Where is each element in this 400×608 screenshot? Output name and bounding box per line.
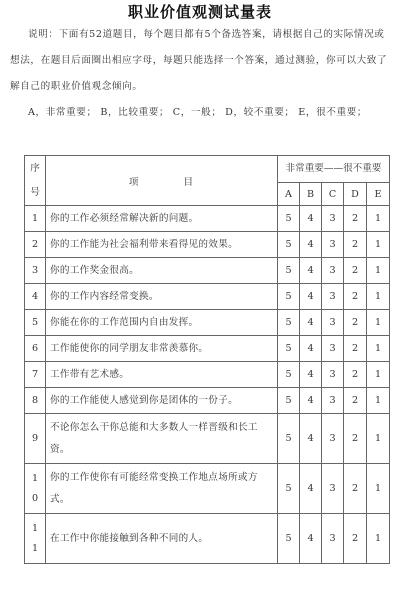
score-option-e[interactable]: 1: [367, 258, 390, 284]
question-number-text: 5: [31, 317, 39, 328]
score-option-c[interactable]: 3: [322, 310, 344, 336]
question-number-text: 6: [31, 343, 39, 354]
table-row: [25, 284, 390, 310]
score-option-e[interactable]: 1: [367, 388, 390, 414]
question-number: [25, 362, 46, 388]
column-letter: B: [300, 183, 322, 206]
question-number-text: 10: [31, 472, 39, 504]
score-option-b[interactable]: 4: [300, 310, 322, 336]
header-number-line-1: 序: [30, 162, 40, 174]
score-option-c[interactable]: 3: [322, 284, 344, 310]
score-option-a[interactable]: 5: [278, 206, 300, 232]
score-option-e[interactable]: 1: [367, 414, 390, 464]
table-row: [25, 232, 390, 258]
question-text: 工作带有艺术感。: [46, 362, 278, 388]
column-letter: C: [322, 183, 344, 206]
score-option-d[interactable]: 2: [344, 206, 367, 232]
question-number: [25, 414, 46, 464]
score-option-a[interactable]: 5: [278, 258, 300, 284]
score-option-a[interactable]: 5: [278, 414, 300, 464]
score-option-b[interactable]: 4: [300, 388, 322, 414]
header-item-part-1: 项: [128, 176, 140, 188]
question-number: [25, 514, 46, 564]
score-option-d[interactable]: 2: [344, 336, 367, 362]
question-number-text: 8: [31, 395, 39, 406]
score-option-a[interactable]: 5: [278, 514, 300, 564]
score-option-c[interactable]: 3: [322, 336, 344, 362]
question-text: 你的工作必须经常解决新的问题。: [46, 206, 278, 232]
question-number-text: 11: [31, 522, 39, 554]
column-letter: A: [278, 183, 300, 206]
score-option-c[interactable]: 3: [322, 388, 344, 414]
question-text: 你的工作能使人感觉到你是团体的一份子。: [46, 388, 278, 414]
score-option-b[interactable]: 4: [300, 206, 322, 232]
question-number: [25, 464, 46, 514]
score-option-e[interactable]: 1: [367, 514, 390, 564]
score-option-a[interactable]: 5: [278, 232, 300, 258]
score-option-d[interactable]: 2: [344, 464, 367, 514]
question-number: [25, 310, 46, 336]
header-item: [46, 156, 278, 206]
score-option-b[interactable]: 4: [300, 232, 322, 258]
score-option-d[interactable]: 2: [344, 232, 367, 258]
question-text: 你的工作内容经常变换。: [46, 284, 278, 310]
column-letter: E: [367, 183, 390, 206]
question-number-text: 4: [31, 291, 39, 302]
score-option-e[interactable]: 1: [367, 206, 390, 232]
question-number-text: 3: [31, 265, 39, 276]
table-row: [25, 258, 390, 284]
table-row: [25, 464, 390, 514]
question-number: [25, 336, 46, 362]
score-option-c[interactable]: 3: [322, 514, 344, 564]
score-option-a[interactable]: 5: [278, 284, 300, 310]
score-option-c[interactable]: 3: [322, 206, 344, 232]
score-option-c[interactable]: 3: [322, 362, 344, 388]
score-option-b[interactable]: 4: [300, 414, 322, 464]
score-option-d[interactable]: 2: [344, 284, 367, 310]
score-option-b[interactable]: 4: [300, 258, 322, 284]
score-option-c[interactable]: 3: [322, 258, 344, 284]
question-text: 不论你怎么干你总能和大多数人一样晋级和长工资。: [46, 414, 278, 464]
question-number-text: 2: [31, 239, 39, 250]
table-row: [25, 414, 390, 464]
score-option-a[interactable]: 5: [278, 336, 300, 362]
question-number: [25, 232, 46, 258]
score-option-b[interactable]: 4: [300, 336, 322, 362]
table-row: [25, 310, 390, 336]
header-number-line-2: 号: [30, 186, 40, 198]
question-text: 你的工作奖金很高。: [46, 258, 278, 284]
score-option-b[interactable]: 4: [300, 362, 322, 388]
question-text: 你的工作能为社会福利带来看得见的效果。: [46, 232, 278, 258]
column-letter: D: [344, 183, 367, 206]
score-option-a[interactable]: 5: [278, 310, 300, 336]
score-option-d[interactable]: 2: [344, 388, 367, 414]
score-option-c[interactable]: 3: [322, 232, 344, 258]
table-row: [25, 514, 390, 564]
question-number-text: 7: [31, 369, 39, 380]
score-option-d[interactable]: 2: [344, 258, 367, 284]
question-text: 你能在你的工作范围内自由发挥。: [46, 310, 278, 336]
question-number: [25, 388, 46, 414]
table-row: [25, 336, 390, 362]
score-option-e[interactable]: 1: [367, 362, 390, 388]
question-number: [25, 206, 46, 232]
score-option-e[interactable]: 1: [367, 464, 390, 514]
question-number-text: 9: [31, 433, 39, 444]
score-option-a[interactable]: 5: [278, 362, 300, 388]
score-option-c[interactable]: 3: [322, 464, 344, 514]
table-row: [25, 362, 390, 388]
score-option-d[interactable]: 2: [344, 362, 367, 388]
header-item-part-2: 目: [183, 176, 195, 188]
score-option-d[interactable]: 2: [344, 514, 367, 564]
table-row: [25, 388, 390, 414]
header-scale: 非常重要——很不重要: [278, 156, 390, 183]
score-option-a[interactable]: 5: [278, 464, 300, 514]
question-text: 你的工作使你有可能经常变换工作地点场所或方式。: [46, 464, 278, 514]
score-option-d[interactable]: 2: [344, 414, 367, 464]
header-row: [25, 156, 390, 183]
question-text: 在工作中你能接触到各种不同的人。: [46, 514, 278, 564]
questionnaire-table: [24, 155, 390, 564]
score-option-c[interactable]: 3: [322, 414, 344, 464]
score-option-e[interactable]: 1: [367, 336, 390, 362]
page-title: 职业价值观测试量表: [127, 3, 272, 21]
scale-legend: A，非常重要； B，比较重要； C，一般； D，较不重要； E，很不重要；: [28, 107, 368, 118]
score-option-b[interactable]: 4: [300, 464, 322, 514]
score-option-e[interactable]: 1: [367, 310, 390, 336]
question-number: [25, 258, 46, 284]
table-row: [25, 206, 390, 232]
question-number: [25, 284, 46, 310]
question-number-text: 1: [31, 213, 39, 224]
score-option-b[interactable]: 4: [300, 284, 322, 310]
question-text: 工作能使你的同学朋友非常羡慕你。: [46, 336, 278, 362]
score-option-d[interactable]: 2: [344, 310, 367, 336]
score-option-a[interactable]: 5: [278, 388, 300, 414]
header-number: [25, 156, 46, 206]
score-option-e[interactable]: 1: [367, 284, 390, 310]
score-option-b[interactable]: 4: [300, 514, 322, 564]
score-option-e[interactable]: 1: [367, 232, 390, 258]
instructions-paragraph: 说明：下面有52道题目，每个题目都有5个备选答案，请根据自己的实际情况或想法，在题目后面圈出相应字母，每题只能选择一个答案，通过测验，你可以大致了解自己的职业价值观念倾向。: [10, 29, 388, 92]
